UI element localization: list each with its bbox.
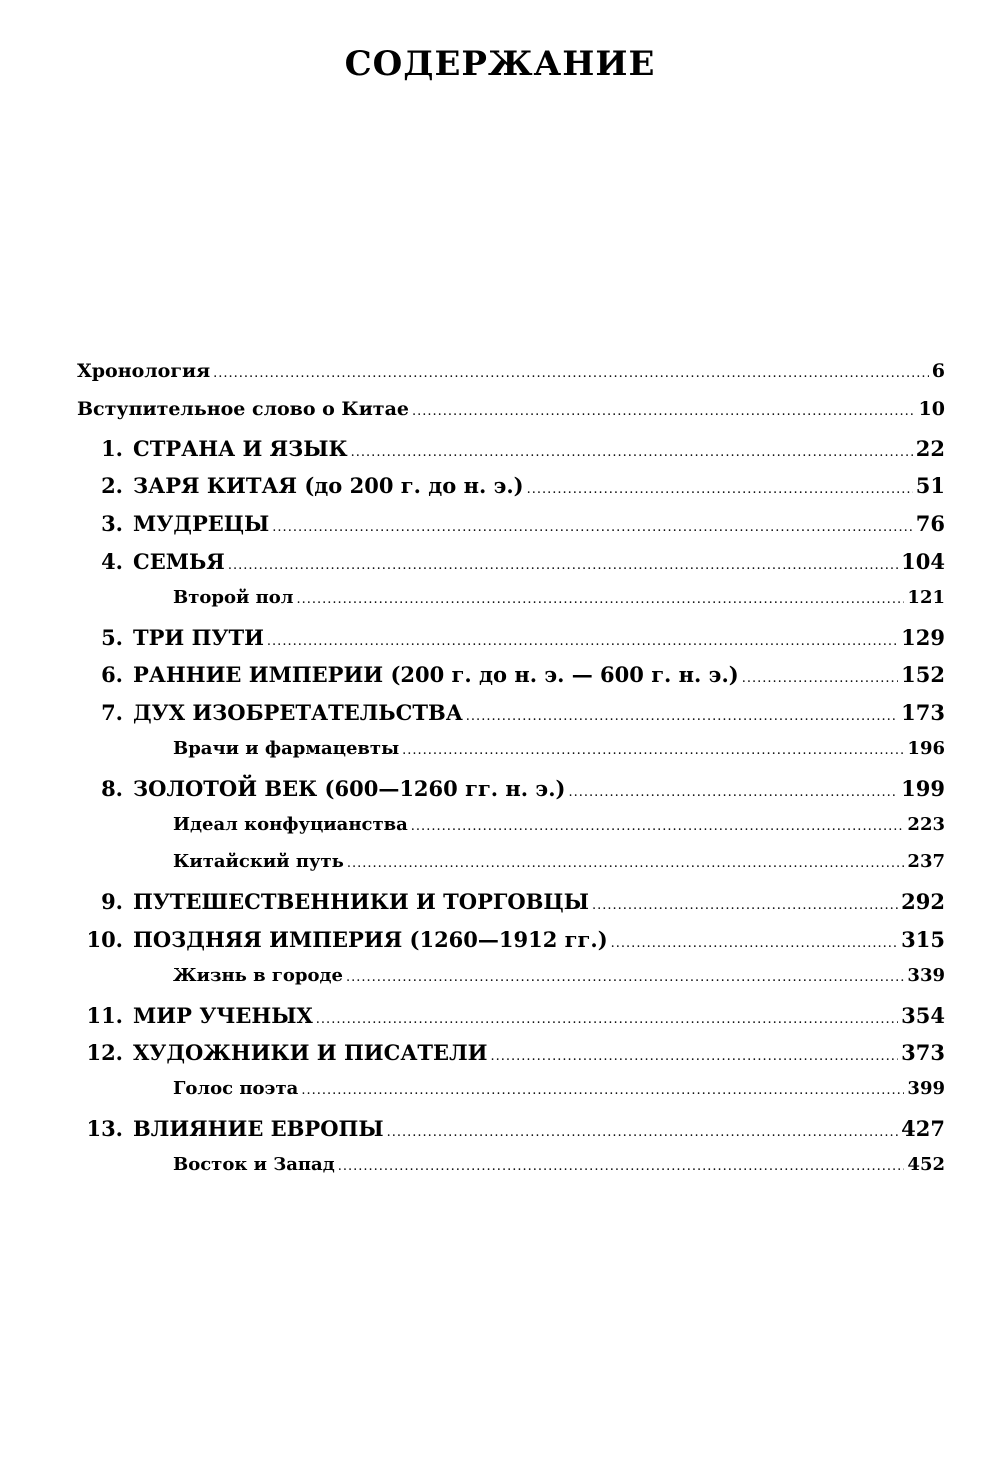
page-number: 104 — [901, 548, 945, 574]
page-number: 76 — [915, 511, 945, 537]
entry-title: ЗОЛОТОЙ ВЕК (600—1260 гг. н. э.) — [133, 775, 566, 801]
toc-entry[interactable] — [77, 1003, 945, 1041]
entry-title: МИР УЧЕНЫХ — [133, 1002, 313, 1028]
dot-leader — [402, 743, 904, 758]
dot-leader — [346, 970, 904, 985]
dot-leader — [466, 709, 898, 724]
toc-entry[interactable] — [77, 398, 945, 436]
dot-leader — [387, 1125, 899, 1140]
toc-entry[interactable] — [77, 587, 945, 625]
entry-title: ХУДОЖНИКИ И ПИСАТЕЛИ — [133, 1040, 488, 1066]
dot-leader — [568, 785, 898, 800]
page-number: 237 — [907, 851, 945, 873]
entry-title: Хронология — [77, 360, 211, 382]
entry-title: ТРИ ПУТИ — [133, 624, 264, 650]
chapter-number: 11. — [86, 1002, 123, 1028]
entry-title: Идеал конфуцианства — [173, 813, 408, 835]
toc-entry[interactable] — [77, 700, 945, 738]
entry-title: Восток и Запад — [173, 1153, 335, 1175]
toc-entry[interactable] — [77, 360, 945, 398]
page-number: 51 — [915, 473, 945, 499]
dot-leader — [527, 482, 913, 497]
dot-leader — [347, 856, 905, 871]
dot-leader — [490, 1049, 898, 1064]
page-number: 173 — [901, 700, 945, 726]
chapter-number: 7. — [101, 700, 123, 726]
chapter-number: 6. — [101, 662, 123, 688]
dot-leader — [742, 671, 898, 686]
entry-title: Врачи и фармацевты — [173, 737, 400, 759]
chapter-number: 13. — [86, 1115, 123, 1141]
chapter-number: 3. — [101, 511, 123, 537]
page-title: СОДЕРЖАНИЕ — [344, 44, 656, 84]
toc-entry[interactable] — [77, 851, 945, 889]
page-number: 121 — [907, 586, 945, 608]
page-number: 223 — [907, 813, 945, 835]
toc-entry[interactable] — [77, 511, 945, 549]
dot-leader — [611, 936, 899, 951]
toc-entry[interactable] — [77, 738, 945, 776]
dot-leader — [316, 1012, 898, 1027]
entry-title: СЕМЬЯ — [133, 548, 225, 574]
entry-title: Китайский путь — [173, 851, 344, 873]
chapter-number: 12. — [86, 1040, 123, 1066]
toc-entry[interactable] — [77, 927, 945, 965]
dot-leader — [272, 520, 912, 535]
entry-title: ЗАРЯ КИТАЯ (до 200 г. до н. э.) — [133, 473, 524, 499]
page-number: 427 — [901, 1115, 945, 1141]
chapter-number: 4. — [101, 548, 123, 574]
toc-entry[interactable] — [77, 549, 945, 587]
chapter-number: 8. — [101, 775, 123, 801]
chapter-number: 2. — [101, 473, 123, 499]
page-number: 452 — [907, 1153, 945, 1175]
dot-leader — [412, 404, 916, 419]
entry-title: МУДРЕЦЫ — [133, 511, 270, 537]
page-number: 10 — [918, 397, 945, 420]
toc-entry[interactable] — [77, 1040, 945, 1078]
entry-title: СТРАНА И ЯЗЫК — [133, 435, 348, 461]
chapter-number: 9. — [101, 889, 123, 915]
entry-title: Вступительное слово о Китае — [77, 397, 409, 420]
page-number: 152 — [901, 662, 945, 688]
toc-entry[interactable] — [77, 965, 945, 1003]
page-number: 199 — [901, 775, 945, 801]
entry-title: Жизнь в городе — [173, 964, 343, 986]
dot-leader — [351, 445, 913, 460]
toc-entry[interactable] — [77, 1116, 945, 1154]
toc-entry[interactable] — [77, 436, 945, 474]
page-number: 315 — [901, 926, 945, 952]
entry-title: ВЛИЯНИЕ ЕВРОПЫ — [133, 1115, 384, 1141]
entry-title: ДУХ ИЗОБРЕТАТЕЛЬСТВА — [133, 700, 463, 726]
dot-leader — [213, 366, 929, 381]
dot-leader — [296, 592, 904, 607]
dot-leader — [411, 819, 905, 834]
toc-entry[interactable] — [77, 814, 945, 852]
entry-title: Голос поэта — [173, 1078, 299, 1100]
page-number: 129 — [901, 624, 945, 650]
page-number: 399 — [907, 1078, 945, 1100]
dot-leader — [301, 1083, 904, 1098]
table-of-contents — [77, 360, 945, 1192]
page-number: 196 — [907, 737, 945, 759]
page-number: 292 — [901, 889, 945, 915]
page-number: 22 — [915, 435, 945, 461]
dot-leader — [267, 634, 898, 649]
entry-title: Второй пол — [173, 586, 294, 608]
dot-leader — [338, 1159, 905, 1174]
dot-leader — [592, 898, 898, 913]
chapter-number: 5. — [101, 624, 123, 650]
chapter-number: 1. — [101, 435, 123, 461]
toc-entry[interactable] — [77, 889, 945, 927]
toc-entry[interactable] — [77, 776, 945, 814]
toc-entry[interactable] — [77, 625, 945, 663]
toc-entry[interactable] — [77, 662, 945, 700]
page-number: 339 — [907, 964, 945, 986]
page-number: 354 — [901, 1002, 945, 1028]
page-number: 373 — [901, 1040, 945, 1066]
page-number: 6 — [931, 360, 945, 382]
entry-title: ПУТЕШЕСТВЕННИКИ И ТОРГОВЦЫ — [133, 889, 589, 915]
entry-title: ПОЗДНЯЯ ИМПЕРИЯ (1260—1912 гг.) — [133, 926, 608, 952]
entry-title: РАННИЕ ИМПЕРИИ (200 г. до н. э. — 600 г. н. э.) — [133, 662, 739, 688]
toc-entry[interactable] — [77, 473, 945, 511]
toc-entry[interactable] — [77, 1078, 945, 1116]
toc-entry[interactable] — [77, 1154, 945, 1192]
dot-leader — [228, 558, 898, 573]
chapter-number: 10. — [86, 926, 123, 952]
